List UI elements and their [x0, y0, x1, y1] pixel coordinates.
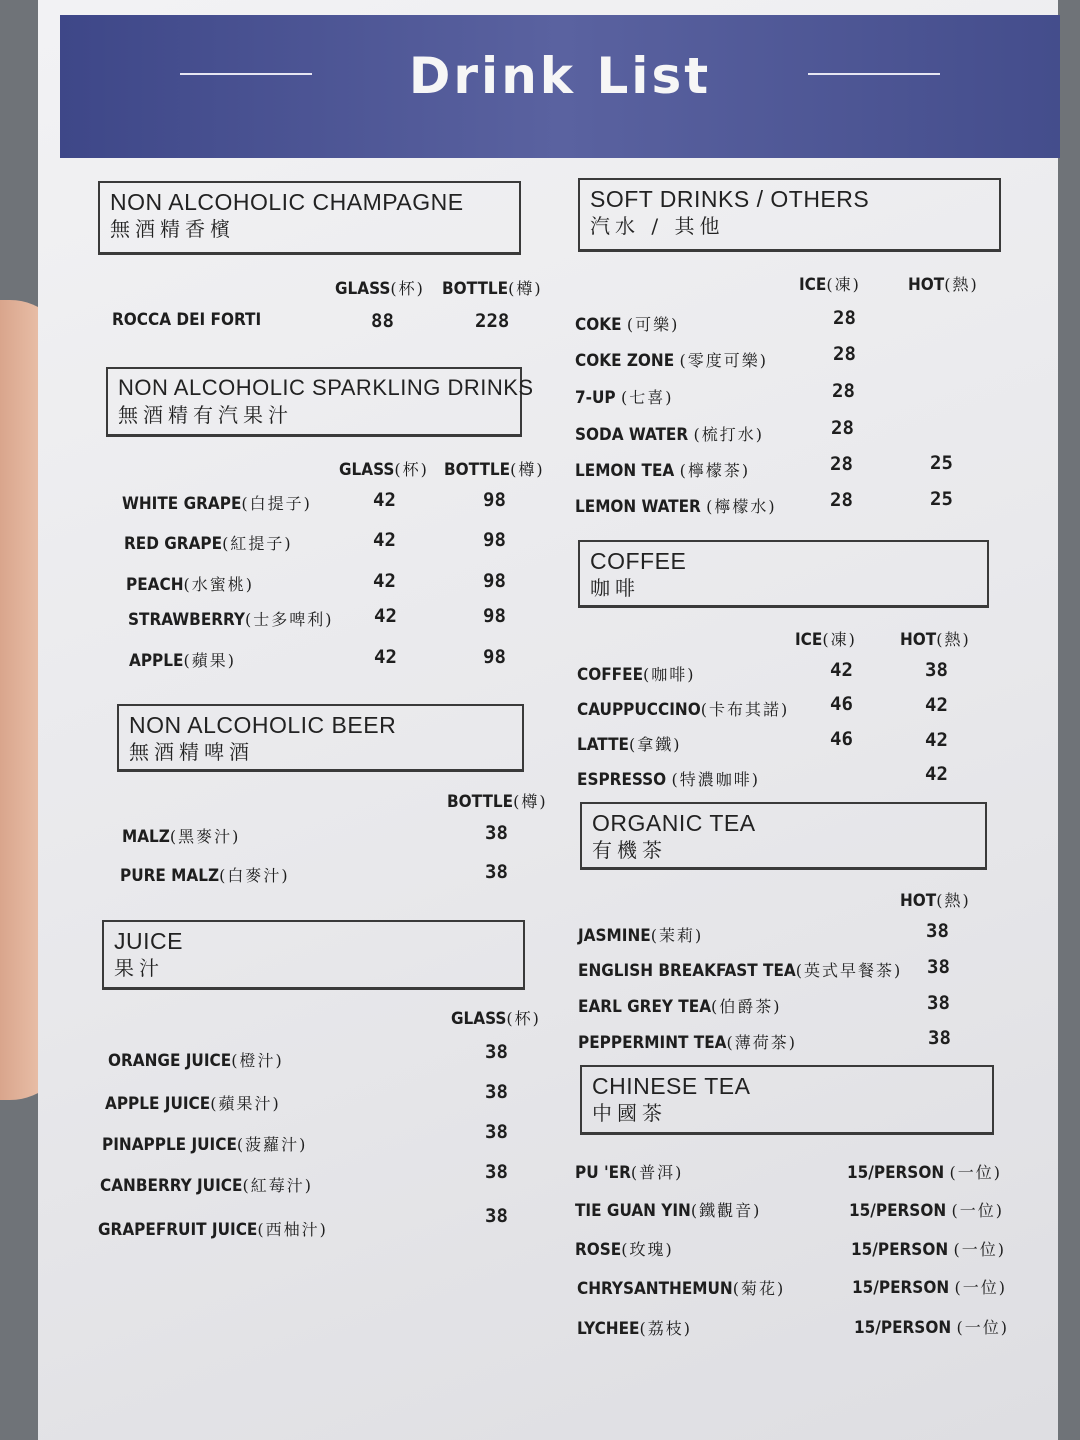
menu-item-name: APPLE JUICE(蘋果汁)	[105, 1094, 281, 1114]
menu-item-name: PURE MALZ(白麥汁)	[120, 866, 290, 886]
menu-item-price-hot: 25	[930, 488, 953, 510]
section-title-zh: 無酒精香檳	[110, 217, 235, 241]
menu-item-name: COKE ZONE (零度可樂)	[575, 351, 769, 371]
menu-item-name: PU 'ER(普洱)	[575, 1163, 684, 1183]
menu-item-price-glass: 42	[373, 529, 396, 551]
menu-item-price-glass: 42	[374, 605, 397, 627]
menu-sheet	[38, 0, 1058, 1440]
menu-item-price-person: 15/PERSON (一位)	[854, 1318, 1009, 1338]
menu-item-price-person: 15/PERSON (一位)	[851, 1240, 1006, 1260]
menu-item-price-ice: 46	[830, 693, 853, 715]
title-rule-right	[808, 73, 940, 75]
menu-item-name: STRAWBERRY(士多啤利)	[128, 610, 334, 630]
menu-item-price-glass: 38	[485, 1081, 508, 1103]
col-header-bottle: BOTTLE(樽)	[447, 792, 548, 812]
menu-item-name: ESPRESSO (特濃咖啡)	[577, 770, 760, 790]
section-title-zh: 果汁	[114, 956, 164, 980]
section-title-zh: 汽水 / 其他	[590, 214, 725, 238]
col-header-glass: GLASS(杯)	[451, 1009, 541, 1029]
menu-item-price-person: 15/PERSON (一位)	[852, 1278, 1007, 1298]
section-beer-header	[117, 704, 524, 772]
menu-item-name: COKE (可樂)	[575, 315, 680, 335]
menu-item-price-glass: 38	[485, 1121, 508, 1143]
section-soft-header	[578, 178, 1001, 252]
section-title-en: NON ALCOHOLIC BEER	[129, 712, 397, 738]
menu-item-name: ROCCA DEI FORTI	[112, 310, 262, 330]
col-header-hot: HOT(熱)	[900, 891, 971, 911]
menu-item-price-bottle: 98	[483, 570, 506, 592]
menu-item-price-ice: 46	[830, 728, 853, 750]
menu-item-name: ROSE(玫瑰)	[575, 1240, 674, 1260]
menu-item-name: MALZ(黑麥汁)	[122, 827, 241, 847]
section-title-en: JUICE	[114, 928, 183, 954]
menu-item-name: APPLE(蘋果)	[129, 651, 236, 671]
section-title-en: NON ALCOHOLIC CHAMPAGNE	[110, 189, 464, 215]
menu-item-name: COFFEE(咖啡)	[577, 665, 696, 685]
col-header-ice: ICE(凍)	[799, 275, 861, 295]
menu-item-price-bottle: 98	[483, 605, 506, 627]
menu-item-price-glass: 42	[373, 489, 396, 511]
menu-item-price-hot: 42	[925, 729, 948, 751]
section-title-zh: 咖啡	[590, 576, 640, 600]
col-header-bottle: BOTTLE(樽)	[444, 460, 545, 480]
menu-item-name: LEMON TEA (檸檬茶)	[575, 461, 751, 481]
section-title-en: COFFEE	[590, 548, 687, 574]
section-sparkling-header	[106, 367, 534, 437]
section-title-en: NON ALCOHOLIC SPARKLING DRINKS	[118, 375, 534, 400]
menu-item-name: WHITE GRAPE(白提子)	[122, 494, 312, 514]
section-chinese-header	[580, 1065, 994, 1135]
menu-item-price-ice: 28	[833, 307, 856, 329]
menu-item-name: RED GRAPE(紅提子)	[124, 534, 293, 554]
menu-item-price-hot: 42	[925, 694, 948, 716]
col-header-ice: ICE(凍)	[795, 630, 857, 650]
menu-item-price-ice: 28	[830, 489, 853, 511]
section-title-en: ORGANIC TEA	[592, 810, 756, 836]
menu-item-price-hot: 25	[930, 452, 953, 474]
col-header-glass: GLASS(杯)	[339, 460, 429, 480]
title-banner	[60, 15, 1060, 158]
menu-item-name: ENGLISH BREAKFAST TEA(英式早餐茶)	[578, 961, 903, 981]
menu-item-price-hot: 42	[925, 763, 948, 785]
menu-item-name: TIE GUAN YIN(鐵觀音)	[575, 1201, 762, 1221]
section-title-en: CHINESE TEA	[592, 1073, 751, 1099]
menu-item-price-ice: 42	[830, 659, 853, 681]
section-title-zh: 中國茶	[592, 1101, 667, 1125]
menu-item-name: ORANGE JUICE(橙汁)	[108, 1051, 284, 1071]
section-organic-header	[580, 802, 987, 870]
menu-item-name: 7-UP (七喜)	[575, 388, 674, 408]
menu-item-price-hot: 38	[927, 956, 950, 978]
col-header-hot: HOT(熱)	[908, 275, 979, 295]
menu-item-price-glass: 42	[373, 570, 396, 592]
col-header-glass: GLASS(杯)	[335, 279, 425, 299]
menu-item-price-glass: 38	[485, 1205, 508, 1227]
section-title-zh: 無酒精啤酒	[129, 740, 254, 764]
menu-item-price-bottle: 98	[483, 489, 506, 511]
menu-item-price-person: 15/PERSON (一位)	[849, 1201, 1004, 1221]
menu-item-price-bottle: 38	[485, 861, 508, 883]
menu-item-name: CAUPPUCCINO(卡布其諾)	[577, 700, 790, 720]
menu-item-name: CANBERRY JUICE(紅莓汁)	[100, 1176, 313, 1196]
menu-item-name: CHRYSANTHEMUN(菊花)	[577, 1279, 786, 1299]
section-coffee-header	[578, 540, 989, 608]
menu-item-price-bottle: 98	[483, 529, 506, 551]
menu-item-price-glass: 88	[371, 310, 394, 332]
menu-item-name: LYCHEE(荔枝)	[577, 1319, 692, 1339]
menu-item-price-bottle: 38	[485, 822, 508, 844]
menu-item-price-bottle: 228	[475, 310, 510, 332]
menu-item-price-glass: 38	[485, 1161, 508, 1183]
section-title-zh: 無酒精有汽果汁	[118, 403, 293, 427]
page-title: Drink List	[408, 47, 712, 105]
menu-item-price-hot: 38	[926, 920, 949, 942]
menu-item-price-ice: 28	[831, 417, 854, 439]
col-header-hot: HOT(熱)	[900, 630, 971, 650]
section-juice-header	[102, 920, 525, 990]
menu-item-price-hot: 38	[925, 659, 948, 681]
section-title-zh: 有機茶	[592, 838, 667, 862]
menu-item-price-hot: 38	[927, 992, 950, 1014]
menu-item-name: PEPPERMINT TEA(薄荷茶)	[578, 1033, 797, 1053]
col-header-bottle: BOTTLE(樽)	[442, 279, 543, 299]
menu-item-price-hot: 38	[928, 1027, 951, 1049]
menu-item-name: PEACH(水蜜桃)	[126, 575, 255, 595]
menu-item-price-ice: 28	[832, 380, 855, 402]
menu-item-price-ice: 28	[830, 453, 853, 475]
section-champagne-header	[98, 181, 521, 255]
menu-item-name: EARL GREY TEA(伯爵茶)	[578, 997, 782, 1017]
menu-item-name: LATTE(拿鐵)	[577, 735, 682, 755]
menu-item-price-glass: 38	[485, 1041, 508, 1063]
section-title-en: SOFT DRINKS / OTHERS	[590, 186, 870, 212]
menu-item-price-person: 15/PERSON (一位)	[847, 1163, 1002, 1183]
menu-item-name: PINAPPLE JUICE(菠蘿汁)	[102, 1135, 308, 1155]
menu-item-price-ice: 28	[833, 343, 856, 365]
menu-item-name: JASMINE(茉莉)	[578, 926, 704, 946]
menu-item-name: GRAPEFRUIT JUICE(西柚汁)	[98, 1220, 328, 1240]
menu-item-price-glass: 42	[374, 646, 397, 668]
menu-item-price-bottle: 98	[483, 646, 506, 668]
menu-item-name: SODA WATER (梳打水)	[575, 425, 764, 445]
menu-item-name: LEMON WATER (檸檬水)	[575, 497, 777, 517]
